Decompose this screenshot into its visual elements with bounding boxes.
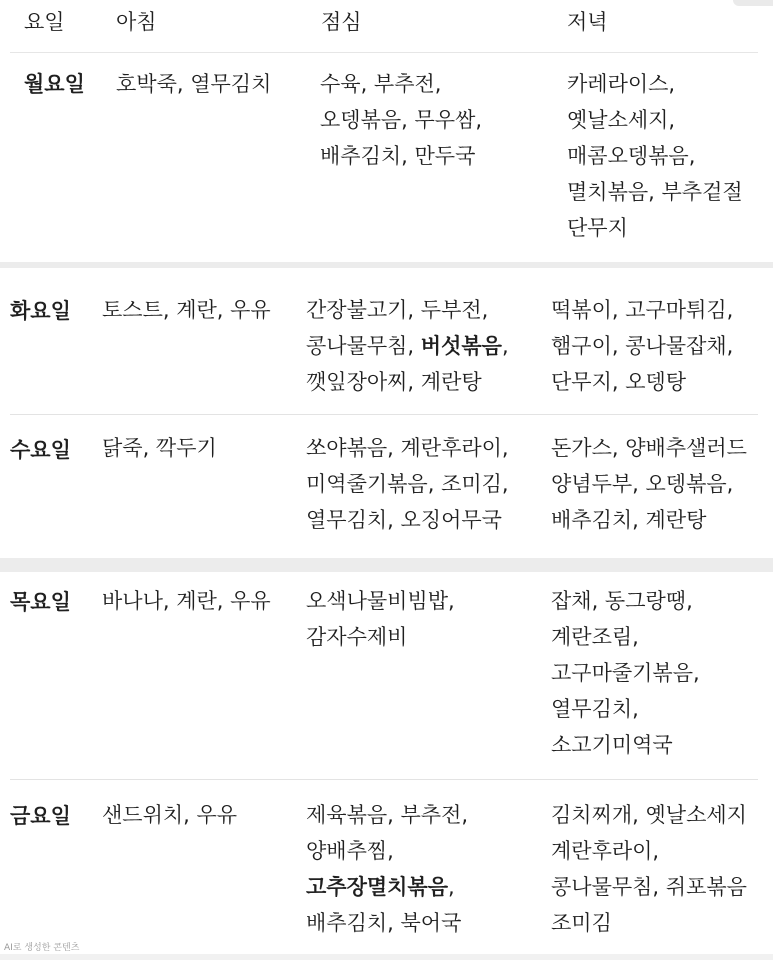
breakfast-cell (116, 66, 271, 102)
menu-text: 콩나물무침, (306, 334, 421, 358)
lunch-cell (306, 430, 509, 538)
menu-line: 열무김치, 오징어무국 (306, 508, 502, 532)
table-row-friday (0, 780, 773, 954)
menu-line: 배추김치, 만두국 (320, 144, 476, 168)
menu-line: 미역줄기볶음, 조미김, (306, 472, 509, 496)
header-dinner: 저녁 (567, 10, 608, 34)
header-day: 요일 (24, 10, 65, 34)
dinner-cell (551, 292, 733, 400)
menu-line: 양배추찜, (306, 839, 394, 863)
menu-line: 돈가스, 양배추샐러드 (551, 436, 747, 460)
menu-line: 조미김 (551, 911, 612, 935)
menu-line: 단무지 (567, 216, 628, 240)
menu-text: , (448, 875, 455, 899)
screenshot-bottom-edge (0, 954, 773, 960)
lunch-cell (306, 797, 468, 941)
menu-line: 간장불고기, 두부전, (306, 298, 489, 322)
menu-line: 콩나물무침, 쥐포볶음 (551, 875, 747, 899)
table-header (0, 0, 773, 52)
menu-line: 멸치볶음, 부추겉절 (567, 180, 743, 204)
menu-line: 닭죽, 깍두기 (102, 436, 217, 460)
day-label: 수요일 (10, 438, 71, 462)
menu-text-bold: 버섯볶음 (420, 334, 502, 358)
lunch-cell (306, 292, 509, 400)
menu-text: , (501, 334, 509, 358)
day-label: 금요일 (10, 804, 71, 828)
breakfast-cell (102, 292, 271, 328)
menu-line: 계란후라이, (551, 839, 660, 863)
breakfast-cell (102, 797, 237, 833)
menu-line (306, 869, 468, 905)
menu-line: 잡채, 동그랑땡, (551, 589, 693, 613)
table-row-tuesday (0, 268, 773, 414)
menu-line: 오색나물비빔밥, (306, 589, 455, 613)
menu-text-bold: 고추장멸치볶음 (306, 875, 449, 899)
menu-line: 떡볶이, 고구마튀김, (551, 298, 734, 322)
menu-line: 깻잎장아찌, 계란탕 (306, 370, 482, 394)
table-row-wednesday (0, 415, 773, 558)
day-label: 월요일 (24, 72, 85, 96)
menu-line: 오뎅볶음, 무우쌈, (320, 108, 483, 132)
menu-line: 매콤오뎅볶음, (567, 144, 696, 168)
menu-line: 감자수제비 (306, 625, 408, 649)
menu-line: 수육, 부추전, (320, 72, 442, 96)
menu-line: 열무김치, (551, 697, 639, 721)
breakfast-cell (102, 430, 217, 466)
menu-line: 샌드위치, 우유 (102, 803, 238, 827)
menu-line: 양념두부, 오뎅볶음, (551, 472, 734, 496)
table-row-monday (0, 53, 773, 262)
menu-line: 소고기미역국 (551, 733, 673, 757)
header-breakfast: 아침 (116, 10, 157, 34)
header-lunch: 점심 (321, 10, 362, 34)
menu-line: 배추김치, 북어국 (306, 911, 462, 935)
dinner-cell (551, 797, 747, 941)
menu-line: 카레라이스, (567, 72, 676, 96)
table-row-thursday (0, 572, 773, 779)
dinner-cell (551, 430, 747, 538)
menu-line: 단무지, 오뎅탕 (551, 370, 687, 394)
menu-line: 바나나, 계란, 우유 (102, 589, 271, 613)
menu-line: 햄구이, 콩나물잡채, (551, 334, 734, 358)
menu-line: 제육볶음, 부추전, (306, 803, 469, 827)
menu-line: 호박죽, 열무김치 (116, 72, 272, 96)
lunch-cell (306, 583, 455, 655)
menu-line: 배추김치, 계란탕 (551, 508, 707, 532)
menu-line: 김치찌개, 옛날소세지 (551, 803, 747, 827)
screenshot-seam (0, 558, 773, 572)
day-label: 목요일 (10, 590, 71, 614)
lunch-cell (320, 66, 482, 174)
dinner-cell (567, 66, 743, 246)
menu-line: 고구마줄기볶음, (551, 661, 700, 685)
menu-line: 옛날소세지, (567, 108, 676, 132)
ai-generated-note: AI로 생성한 콘텐츠 (4, 943, 80, 953)
breakfast-cell (102, 583, 271, 619)
menu-line: 토스트, 계란, 우유 (102, 298, 271, 322)
dinner-cell (551, 583, 700, 763)
day-label: 화요일 (10, 299, 71, 323)
menu-line (306, 328, 509, 364)
menu-line: 쏘야볶음, 계란후라이, (306, 436, 509, 460)
menu-line: 계란조림, (551, 625, 639, 649)
